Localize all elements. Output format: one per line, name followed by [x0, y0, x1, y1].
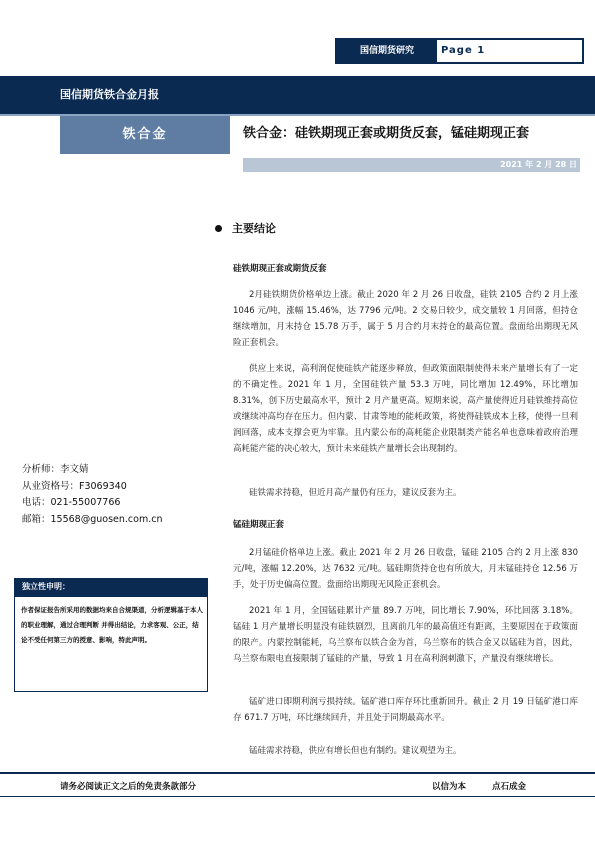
paragraph: 2021 年 1 月，全国锰硅累计产量 89.7 万吨，同比增长 7.90%，环比回落 3.18%。锰硅 1 月产量增长明显没有硅铁剧烈，且离前几年的最高值还有距离，主要原因在于政策面的限产。内蒙控制能耗，乌兰察布以铁合金为首，乌兰察布的铁合金又以锰硅为首，因此，乌兰察布限电直接限制了锰硅的产量，导致 1 月在高利润刺激下，产量没有继续增长。 — [233, 606, 578, 664]
section-bullet-icon — [215, 225, 222, 232]
analyst-info — [22, 462, 162, 528]
paragraph: 锰硅需求持稳，供应有增长但也有制约。建议观望为主。 — [249, 746, 462, 756]
paragraph: 锰矿进口即期利润亏损持续。锰矿港口库存环比重新回升。截止 2 月 19 日锰矿港口库存 671.7 万吨，环比继续回升，并且处于同期最高水平。 — [233, 697, 578, 723]
paragraph: 2月硅铁期货价格单边上涨。截止 2020 年 2 月 26 日收盘，硅铁 2105 合约 2 月上涨 1046 元/吨，涨幅 15.46%，达 7796 元/吨。2 交易日较少，成交量较 1 月回落，但持仓继续增加，月末持仓 15.78 万手，属于 5 月合约月末持仓的最高位置。盘面给出期现无风险正套机会。 — [233, 290, 578, 348]
header-box — [335, 38, 584, 64]
report-title: 国信期货铁合金月报 — [60, 88, 159, 101]
subsection-title: 硅铁期现正套或期货反套 — [233, 264, 327, 274]
disclaimer-text: 作者保证报告所采用的数据均来自合规渠道，分析逻辑基于本人的职业理解，通过合理判断 并得出结论，力求客观、公正，结论不受任何第三方的授意、影响，特此声明。 — [21, 606, 203, 644]
analyst-email[interactable]: 邮箱：15568@guosen.com.cn — [22, 513, 163, 525]
analyst-phone: 电话：021-55007766 — [22, 497, 121, 508]
subsection-title: 锰硅期现正套 — [233, 520, 285, 530]
paragraph: 硅铁需求持稳，但近月高产量仍有压力，建议反套为主。 — [249, 488, 462, 498]
headline: 铁合金：硅铁期现正套或期货反套，锰硅期现正套 — [243, 126, 530, 141]
disclaimer-title: 独立性申明： — [14, 578, 208, 596]
header-org: 国信期货研究 — [337, 40, 437, 62]
section-title: 主要结论 — [232, 222, 276, 235]
footer-notice: 请务必阅读正文之后的免责条款部分 — [60, 782, 197, 792]
footer-slogan: 以信为本 — [432, 782, 467, 792]
footer-divider — [0, 772, 595, 774]
paragraph: 2月锰硅价格单边上涨。截止 2021 年 2 月 26 日收盘，锰硅 2105 合约 2 月上涨 830 元/吨，涨幅 12.20%，达 7632 元/吨。锰硅期货持仓也有所放大，月末锰硅持仓 12.56 万手，处于历史偏高位置。盘面给出期现无风险正套机会。 — [233, 548, 578, 590]
analyst-name: 分析师：李文婧 — [22, 464, 89, 475]
analyst-license: 从业资格号：F3069340 — [22, 480, 127, 492]
footer-slogan: 点石成金 — [492, 782, 527, 792]
report-date: 2021 年 2 月 28 日 — [500, 160, 577, 169]
paragraph: 供应上来说，高利润促使硅铁产能逐步释放，但政策面限制使得未来产量增长有了一定的不确定性。2021 年 1 月，全国硅铁产量 53.3 万吨，同比增加 12.49%，环比增加 8.31%，创下历史最高水平，预计 2 月产量更高。短期来说，高产量使得近月硅铁维持高位或继续冲高均存在压力。但内蒙、甘肃等地的能耗政策，将使得硅铁成本上移，使得一旦利润回落，成本支撑会更为牢靠。且内蒙公布的高耗能企业限制类产能名单也意味着政府治理高耗能产能的决心较大，预计未来硅铁产量增长会出现制约。 — [233, 364, 578, 454]
footer-divider — [0, 796, 595, 797]
category-label: 铁合金 — [60, 116, 230, 154]
page-number: Page 1 — [441, 45, 486, 56]
